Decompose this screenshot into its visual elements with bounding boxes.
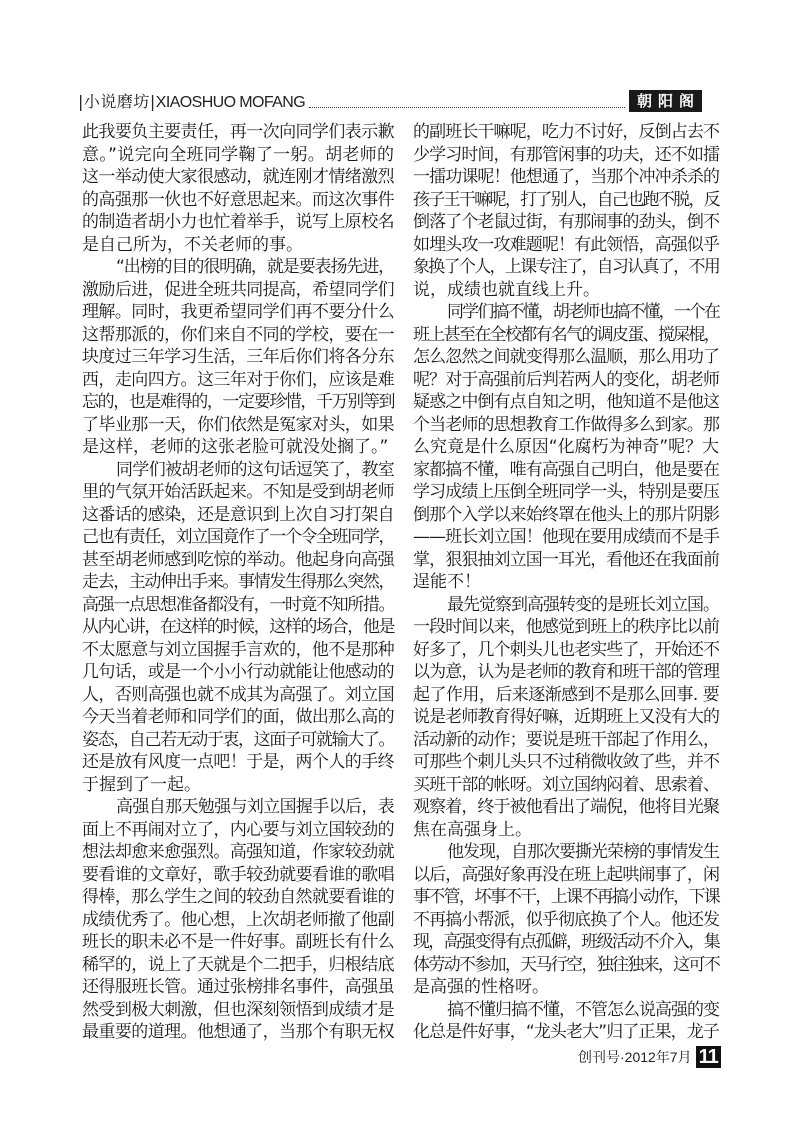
- text-line: 今天当着老师和同学们的面，做出那么高的: [82, 707, 394, 727]
- paragraph: [82, 459, 394, 797]
- text-line: 倒那个入学以来始终罩在他头上的那片阴影: [413, 504, 719, 525]
- text-line: 的副班长干嘛呢，吃力不讨好，反倒占去不: [413, 122, 719, 142]
- paragraph: [82, 796, 394, 1044]
- text-line: 不太愿意与刘立国握手言欢的，他不是那种: [82, 639, 394, 660]
- text-line: 甚至胡老师感到吃惊的举动。他起身向高强: [82, 549, 394, 570]
- text-line: 西，走向四方。这三年对于你们，应该是难: [82, 369, 394, 390]
- text-line: 怎么忽然之间就变得那么温顺，那么用功了: [413, 347, 719, 367]
- text-line: 几句话，或是一个小小行动就能让他感动的: [82, 662, 394, 682]
- text-line: 班上甚至在全校都有名气的调皮蛋、搅屎棍，: [413, 324, 719, 345]
- text-line: 说，成绩也就直线上升。: [413, 279, 600, 300]
- text-line: 稀罕的，说上了天就是个二把手，归根结底: [82, 954, 394, 975]
- text-line: 最重要的道理。他想通了，当那个有职无权: [82, 1022, 394, 1042]
- text-line: 同学们搞不懂，胡老师也搞不懂，一个在: [447, 302, 719, 322]
- text-line: 可那些个刺儿头只不过稍微收敛了些，并不: [413, 752, 719, 772]
- paragraph: [413, 594, 719, 842]
- text-line: 最先觉察到高强转变的是班长刘立国。: [447, 594, 719, 615]
- text-line: 个当老师的思想教育工作做得多么到家。那: [413, 414, 719, 435]
- text-line: 同学们被胡老师的这句话逗笑了，教室: [116, 459, 394, 480]
- text-line: 学习成绩上压倒全班同学一头，特别是要压: [413, 482, 719, 502]
- text-line: 块度过三年学习生活，三年后你们将各分东: [82, 347, 394, 367]
- text-line: 意。”说完向全班同学鞠了一躬。胡老师的: [82, 144, 394, 165]
- text-line: 疑惑之中倒有点自知之明，他知道不是他这: [413, 392, 719, 412]
- text-line: 他发现，自那次要撕光荣榜的事情发生: [447, 842, 719, 862]
- text-line: 起了作用，后来逐渐感到不是那么回事. 要: [413, 684, 719, 705]
- text-line: 逞能不！: [413, 572, 481, 592]
- text-line: 得棒，那么学生之间的较劲自然就要看谁的: [82, 887, 394, 907]
- text-line: 是这样，老师的这张老脸可就没处搁了。”: [82, 437, 389, 457]
- text-line: 高强自那天勉强与刘立国握手以后，表: [116, 797, 394, 817]
- paragraph: [413, 999, 719, 1044]
- section-title-cn: |小说磨坊|: [78, 92, 156, 111]
- text-line: 想法却愈来愈强烈。高强知道，作家较劲就: [82, 842, 394, 862]
- running-header: [78, 88, 702, 112]
- text-line: 这一举动使大家很感动，就连刚才情绪激烈: [82, 167, 394, 187]
- paragraph: [82, 121, 394, 256]
- text-line: “出榜的目的很明确，就是要表扬先进，: [116, 257, 394, 277]
- text-line: 高强一点思想准备都没有，一时竟不知所措。: [82, 594, 394, 615]
- text-line: 的制造者胡小力也忙着举手，说写上原校名: [82, 212, 394, 232]
- text-line: 人，否则高强也就不成其为高强了。刘立国: [82, 684, 394, 705]
- text-line: 理解。同时，我更希望同学们再不要分什么: [82, 302, 394, 322]
- text-line: 倒落了个老鼠过街，有那闹事的劲头，倒不: [413, 212, 719, 232]
- text-line: 了毕业那一天，你们依然是冤家对头，如果: [82, 414, 394, 435]
- text-line: 里的气氛开始活跃起来。不知是受到胡老师: [82, 482, 394, 502]
- text-column-left: [82, 121, 394, 1044]
- text-line: 家都搞不懂，唯有高强自己明白，他是要在: [413, 459, 719, 480]
- text-line: 孩子王干嘛呢，打了别人，自己也跑不脱，反: [413, 189, 719, 210]
- column-badge: 朝阳阁: [629, 90, 702, 112]
- text-line: 焦在高强身上。: [413, 819, 532, 840]
- header-dotted-rule: [309, 106, 625, 108]
- text-line: ——班长刘立国！他现在要用成绩而不是手: [413, 527, 719, 547]
- paragraph: [413, 301, 719, 594]
- text-line: 还是放有风度一点吧！于是，两个人的手终: [82, 752, 394, 772]
- text-line: 成绩优秀了。他心想，上次胡老师撤了他副: [82, 909, 394, 930]
- paragraph: [413, 841, 719, 999]
- text-line: 以后，高强好象再没在班上起哄闹事了，闲: [413, 864, 719, 885]
- text-line: 说是老师教育得好嘛，近期班上又没有大的: [413, 707, 719, 727]
- text-line: 是自己所为，不关老师的事。: [82, 234, 303, 255]
- text-line: 己也有责任，刘立国竟作了一个令全班同学，: [82, 527, 394, 547]
- text-line: 体劳动不参加，天马行空，独往独来，这可不: [413, 954, 719, 975]
- text-line: 买班干部的帐呀。刘立国纳闷着、思索着、: [413, 774, 719, 795]
- text-line: 搞不懂归搞不懂，不管怎么说高强的变: [447, 999, 719, 1020]
- issue-label: 创刊号·2012年7月: [578, 1049, 692, 1065]
- text-line: 的高强那一伙也不好意思起来。而这次事件: [82, 189, 394, 210]
- text-line: 姿态，自己若无动于衷，这面子可就输大了。: [82, 729, 394, 750]
- text-line: 这帮那派的，你们来自不同的学校，要在一: [82, 324, 394, 345]
- paragraph: [82, 256, 394, 459]
- text-line: 还得服班长管。通过张榜排名事件，高强虽: [82, 977, 394, 997]
- text-line: 掌，狠狠抽刘立国一耳光，看他还在我面前: [413, 549, 719, 570]
- text-line: 少学习时间，有那管闲事的功夫，还不如擂: [413, 144, 719, 165]
- text-line: 此我要负主要责任，再一次向同学们表示歉: [82, 122, 394, 142]
- text-line: 呢？对于高强前后判若两人的变化，胡老师: [413, 369, 719, 390]
- text-line: 然受到极大刺激，但也深刻领悟到成绩才是: [82, 999, 394, 1020]
- text-line: 现，高强变得有点孤僻，班级活动不介入，集: [413, 932, 719, 952]
- text-line: 从内心讲，在这样的时候，这样的场合，他是: [82, 617, 394, 637]
- text-line: 忘的，也是难得的，一定要珍惜，千万别等到: [82, 392, 394, 412]
- text-line: 么究竟是什么原因“化腐朽为神奇”呢？大: [413, 437, 719, 457]
- text-line: 一段时间以来，他感觉到班上的秩序比以前: [413, 617, 719, 637]
- text-line: 化总是件好事，“龙头老大”归了正果，龙子: [413, 1022, 719, 1042]
- text-line: 要看谁的文章好，歌手较劲就要看谁的歌唱: [82, 864, 394, 885]
- text-line: 是高强的性格呀。: [413, 977, 549, 997]
- text-line: 这番话的感染，还是意识到上次自习打架自: [82, 504, 394, 525]
- page-number: 11: [696, 1046, 721, 1068]
- text-line: 以为意，认为是老师的教育和班干部的管理: [413, 662, 719, 682]
- text-line: 象换了个人，上课专注了，自习认真了，不用: [413, 257, 719, 277]
- text-line: 观察着，终于被他看出了端倪，他将目光聚: [413, 797, 719, 817]
- text-line: 如埋头攻一攻难题呢！有此领悟，高强似乎: [413, 234, 719, 255]
- paragraph: [413, 121, 719, 301]
- text-line: 走去，主动伸出手来。事情发生得那么突然，: [82, 572, 394, 592]
- text-line: 一擂功课呢！他想通了，当那个冲冲杀杀的: [413, 167, 719, 187]
- text-line: 事不管，坏事不干，上课不再搞小动作，下课: [413, 887, 719, 907]
- text-line: 于握到了一起。: [82, 774, 201, 795]
- section-title-en: XIAOSHUO MOFANG: [155, 94, 306, 111]
- text-column-right: [413, 121, 719, 1044]
- text-line: 不再搞小帮派，似乎彻底换了个人。他还发: [413, 909, 719, 930]
- text-line: 班长的职未必不是一件好事。副班长有什么: [82, 932, 394, 952]
- text-line: 好多了，几个刺头儿也老实些了，开始还不: [413, 639, 719, 660]
- text-line: 活动新的动作；要说是班干部起了作用么，: [413, 729, 719, 750]
- text-line: 面上不再闹对立了，内心要与刘立国较劲的: [82, 819, 394, 840]
- page-footer: [578, 1046, 721, 1068]
- text-line: 激励后进，促进全班共同提高，希望同学们: [82, 279, 394, 300]
